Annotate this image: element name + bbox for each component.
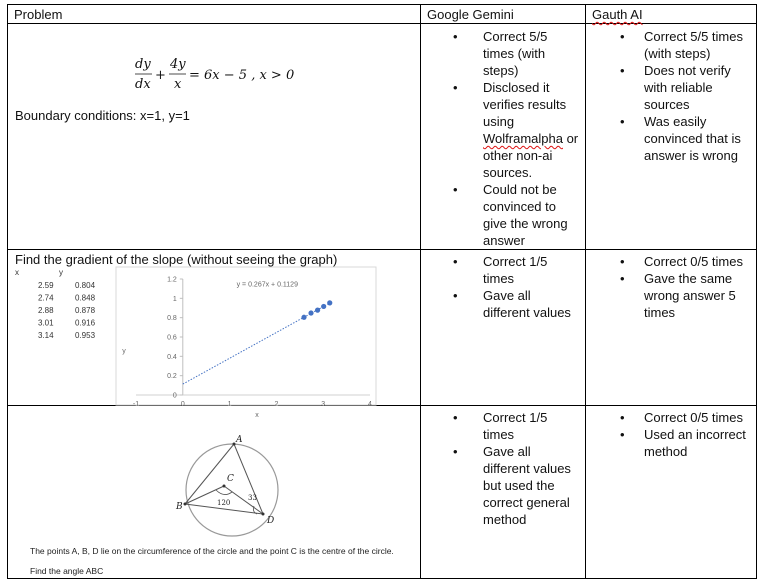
problem-cell-1 xyxy=(8,24,421,250)
data-point xyxy=(327,300,332,305)
y-tick-label: 0 xyxy=(172,392,177,400)
data-point xyxy=(321,304,326,309)
list-item: • Used an incorrect method xyxy=(586,426,756,460)
eq-dy: dy xyxy=(135,57,151,72)
problem-cell-3 xyxy=(8,406,421,579)
y-axis-label: y xyxy=(122,348,126,355)
gauth-cell-2 xyxy=(586,250,757,406)
label-d: D xyxy=(267,516,275,526)
x-tick-label: -1 xyxy=(132,401,140,408)
gauth-list-2 xyxy=(586,253,756,321)
data-point xyxy=(315,308,320,313)
circle-diagram xyxy=(8,406,421,541)
eq-dx: dx xyxy=(135,77,151,92)
problem-cell-2 xyxy=(8,250,421,419)
table-row xyxy=(8,250,757,406)
table-row xyxy=(8,406,757,579)
gauth-list-1 xyxy=(586,28,756,164)
angle-question: Find the angle ABC xyxy=(30,566,104,576)
gemini-list-3 xyxy=(421,409,585,528)
list-item: • Correct 0/5 times xyxy=(586,409,756,426)
circle xyxy=(186,444,278,536)
table-cell-x: 3.14 xyxy=(38,331,54,340)
trendline xyxy=(183,303,330,384)
eq-rhs: = 6x − 5 , x > 0 xyxy=(189,68,295,83)
gemini-cell-2 xyxy=(421,250,586,406)
table-cell-x: 2.59 xyxy=(38,281,54,290)
x-tick-label: 4 xyxy=(368,401,372,408)
xy-data-table xyxy=(15,268,96,340)
data-point xyxy=(301,315,306,320)
table-cell-y: 0.953 xyxy=(75,331,96,340)
label-b: B xyxy=(176,502,183,512)
y-tick-label: 0.2 xyxy=(167,373,177,381)
circle-caption: The points A, B, D lie on the circumference of the circle and the point C is the centre of the circle. xyxy=(30,546,394,556)
header-gemini: Google Gemini xyxy=(421,5,586,24)
y-tick-label: 0.8 xyxy=(167,315,177,323)
scatter-chart xyxy=(122,277,372,420)
trendline-equation: y = 0.267x + 0.1129 xyxy=(236,281,298,289)
label-120: 120 xyxy=(217,499,231,507)
header-gauth: Gauth AI xyxy=(586,5,757,24)
table-cell-y: 0.804 xyxy=(75,281,96,290)
table-cell-x: 2.74 xyxy=(38,293,54,303)
y-tick-label: 1.2 xyxy=(167,276,177,284)
eq-x: x xyxy=(174,77,182,92)
comparison-table xyxy=(7,4,757,579)
table-cell-y: 0.916 xyxy=(75,318,96,328)
gauth-cell-3 xyxy=(586,406,757,579)
gradient-question: Find the gradient of the slope (without seeing the graph) xyxy=(15,252,338,267)
y-tick-label: 0.4 xyxy=(167,353,177,361)
gauth-list-3 xyxy=(586,409,756,460)
table-cell-x: 3.01 xyxy=(38,318,54,328)
y-tick-label: 1 xyxy=(172,295,177,303)
header-row xyxy=(8,5,757,24)
list-item: • Gave all different values xyxy=(421,287,585,321)
table-cell-x: 2.88 xyxy=(38,306,54,315)
list-item: • Gave all different values but used the correct general method xyxy=(421,443,585,528)
boundary-conditions: Boundary conditions: x=1, y=1 xyxy=(15,108,190,123)
x-tick-label: 2 xyxy=(274,401,279,408)
list-item: • Was easily convinced that is answer is wrong xyxy=(586,113,756,164)
list-item: • Correct 5/5 times (with steps) xyxy=(421,28,585,79)
eq-plus: + xyxy=(155,68,166,83)
list-item: • Correct 0/5 times xyxy=(586,253,756,270)
table-header-x: x xyxy=(15,268,19,277)
list-item: • Could not be convinced to give the wrong answer xyxy=(421,181,585,249)
label-33: 33 xyxy=(248,494,257,502)
data-and-chart xyxy=(8,267,421,419)
list-item: • Correct 1/5 times xyxy=(421,409,585,443)
gemini-cell-3 xyxy=(421,406,586,579)
list-item: • Gave the same wrong answer 5 times xyxy=(586,270,756,321)
label-a: A xyxy=(236,435,243,445)
x-tick-label: 3 xyxy=(321,401,326,408)
header-problem: Problem xyxy=(8,5,421,24)
table-header-y: y xyxy=(59,268,63,277)
differential-equation xyxy=(8,24,421,114)
table-row xyxy=(8,24,757,250)
x-axis-label: x xyxy=(255,412,259,419)
gauth-cell-1 xyxy=(586,24,757,250)
list-item: • Correct 5/5 times (with steps) xyxy=(586,28,756,62)
data-point xyxy=(308,310,313,315)
x-tick-label: 0 xyxy=(180,401,185,408)
list-item: • Correct 1/5 times xyxy=(421,253,585,287)
gemini-list-1 xyxy=(421,28,585,249)
list-item: • Disclosed it verifies results using Wolframalpha or other non-ai sources. xyxy=(421,79,585,181)
list-item: • Does not verify with reliable sources xyxy=(586,62,756,113)
wolframalpha-text: Wolframalpha xyxy=(483,131,563,146)
angle-arc-120 xyxy=(216,490,232,495)
y-tick-label: 0.6 xyxy=(167,334,177,342)
gemini-list-2 xyxy=(421,253,585,321)
label-c: C xyxy=(227,474,234,484)
table-cell-y: 0.848 xyxy=(75,293,96,303)
table-cell-y: 0.878 xyxy=(75,306,96,315)
gemini-cell-1 xyxy=(421,24,586,250)
eq-4y: 4y xyxy=(170,57,186,72)
x-tick-label: 1 xyxy=(227,401,232,408)
